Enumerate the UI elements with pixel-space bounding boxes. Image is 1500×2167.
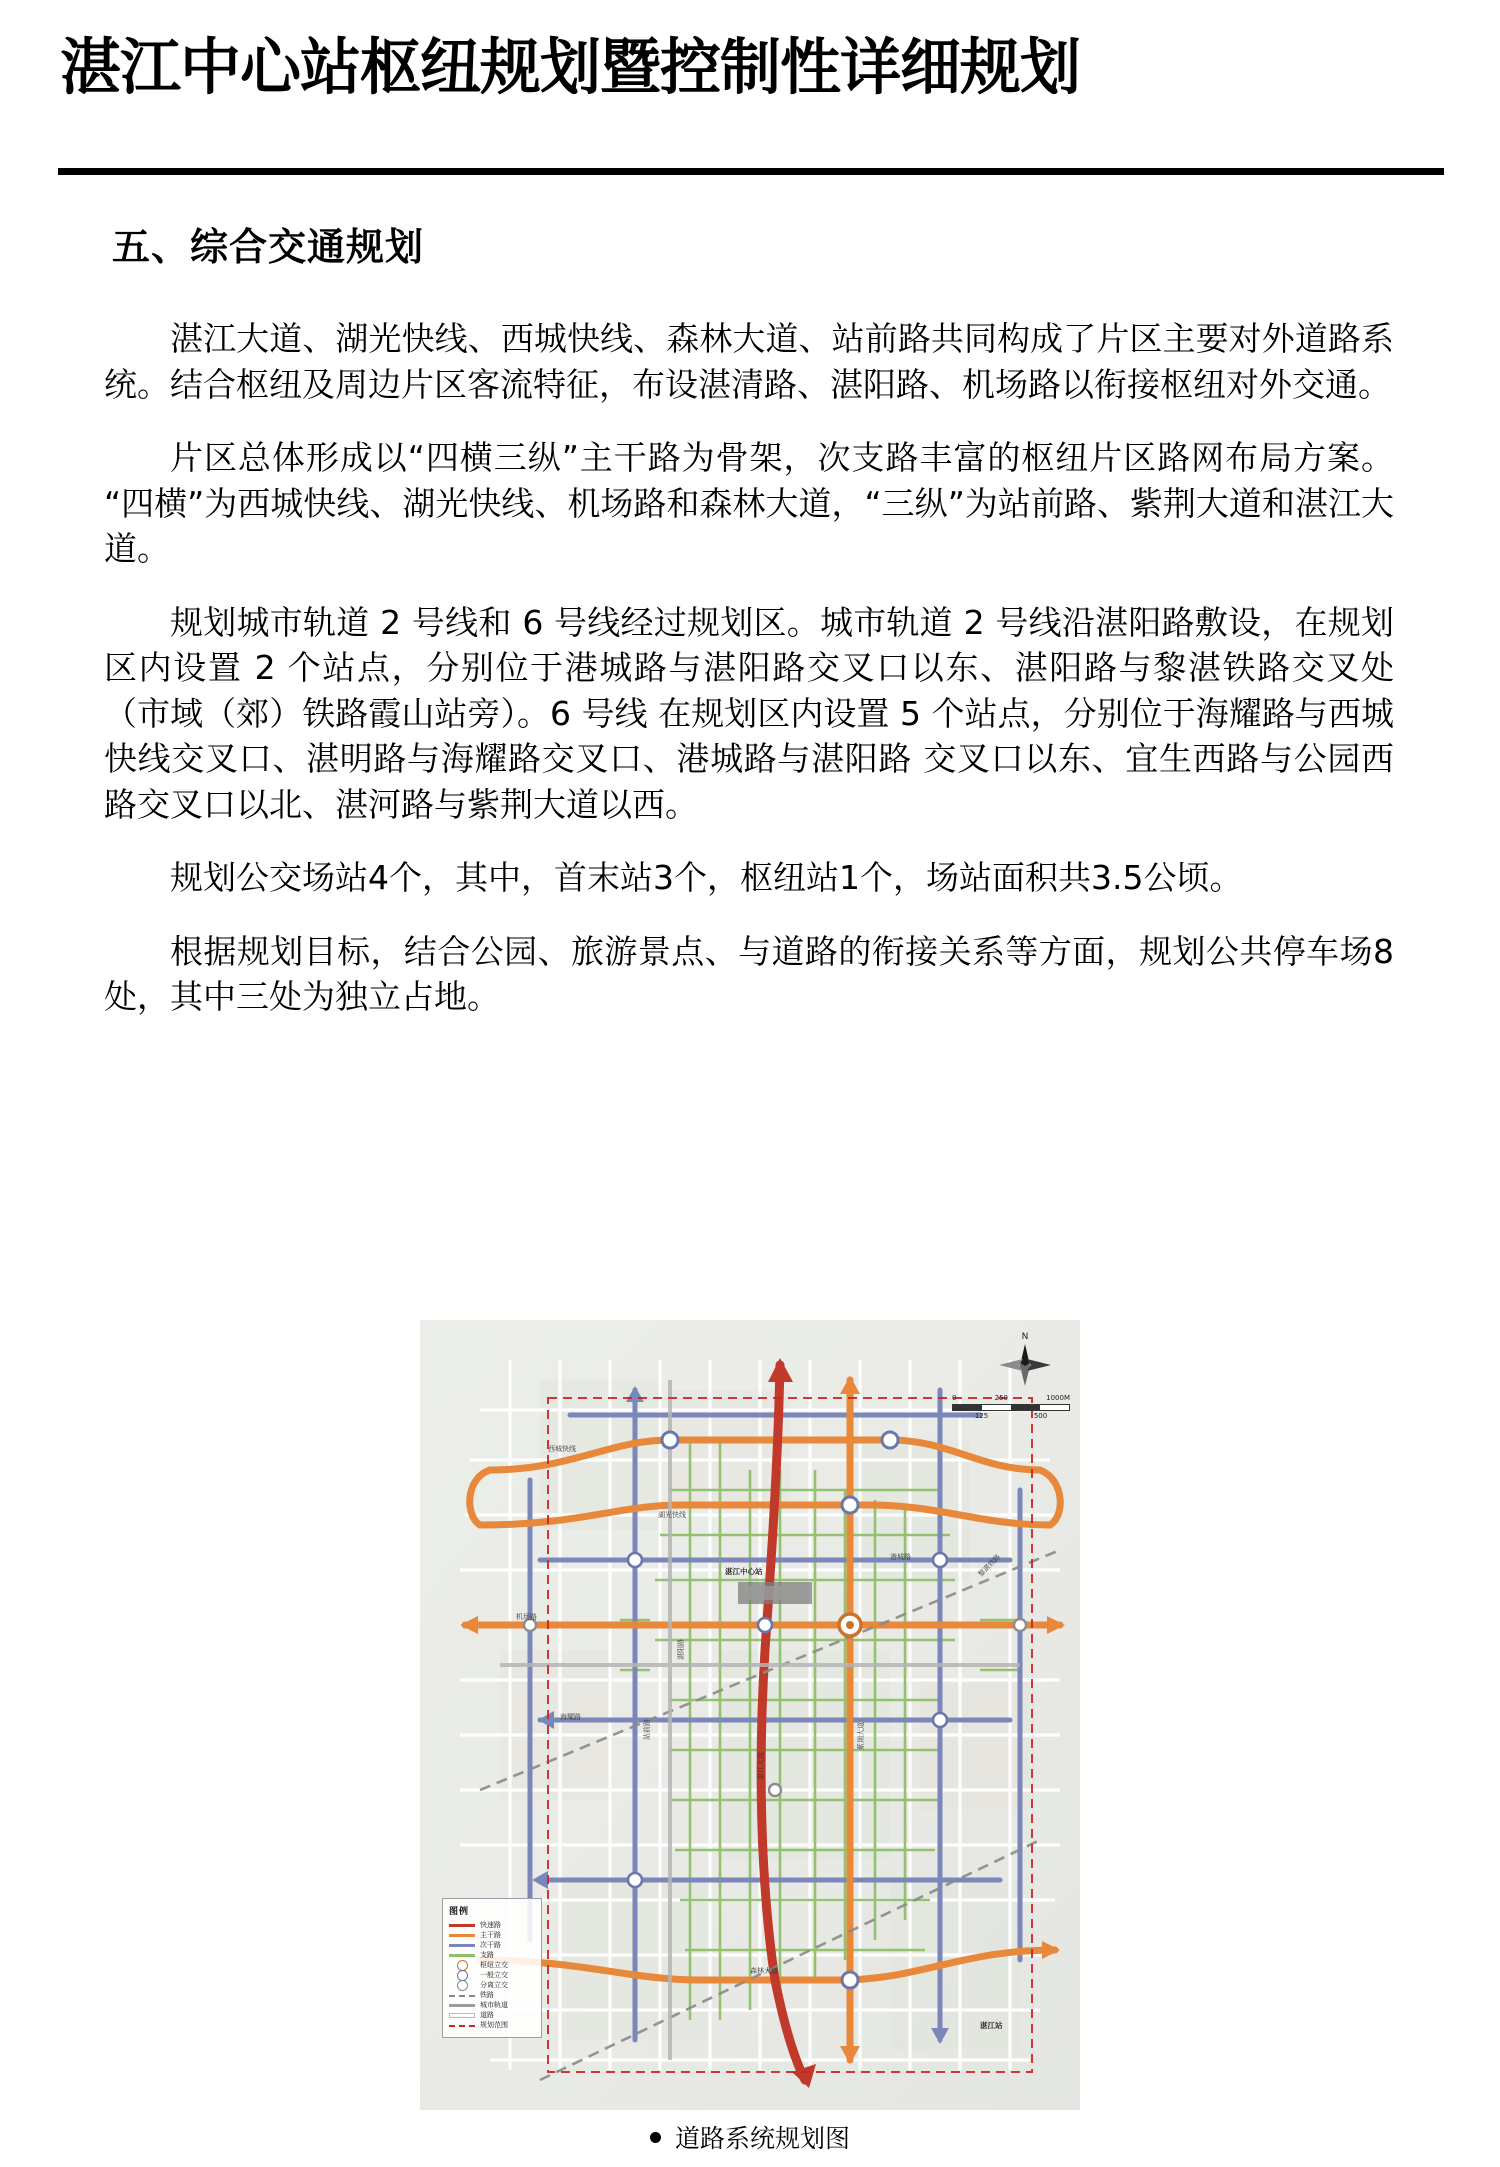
scalebar-bar bbox=[952, 1404, 1070, 1411]
map-label-zhanjiang-central-station: 湛江中心站 bbox=[725, 1567, 763, 1576]
scale-tick-1000: 1000M bbox=[1046, 1394, 1070, 1402]
compass-rose bbox=[988, 1332, 1062, 1392]
body-text bbox=[104, 316, 1394, 1048]
legend-swatch-general-interchange bbox=[449, 1972, 475, 1979]
legend-item bbox=[449, 2011, 536, 2020]
legend-title: 图例 bbox=[449, 1907, 470, 1917]
title-divider bbox=[58, 168, 1444, 175]
legend-swatch-city-rail bbox=[449, 2002, 475, 2009]
legend-label: 铁路 bbox=[480, 1991, 494, 1999]
paragraph-3: 规划城市轨道 2 号线和 6 号线经过规划区。城市轨道 2 号线沿湛阳路敷设，在规划区内设置 2 个站点，分别位于港城路与湛阳路交叉口以东、湛阳路与黎湛铁路交叉处（市域（郊）铁路霞山站旁）。6 号线 在规划区内设置 5 个站点，分别位于海耀路与西城快线交叉口、湛明路与海耀路交叉口、港城路与湛阳路 交叉口以东、宜生西路与公园西路交叉口以北、湛河路与紫荆大道以西。 bbox=[104, 602, 1394, 824]
map-legend bbox=[442, 1898, 542, 2038]
scale-tick-0: 0 bbox=[952, 1394, 957, 1402]
figure-caption-text: 道路系统规划图 bbox=[674, 2124, 850, 2153]
legend-label: 城市轨道 bbox=[480, 2001, 508, 2009]
map-label-zhanqian-road: 站前路 bbox=[643, 1719, 651, 1740]
paragraph-1: 湛江大道、湖光快线、西城快线、森林大道、站前路共同构成了片区主要对外道路系统。结合枢纽及周边片区客流特征，布设湛清路、湛阳路、机场路以衔接枢纽对外交通。 bbox=[104, 319, 1394, 404]
legend-swatch-secondary bbox=[449, 1942, 475, 1949]
legend-item bbox=[449, 1921, 536, 1930]
legend-item bbox=[449, 1961, 536, 1970]
scale-tick-125: 125 bbox=[974, 1412, 989, 1420]
legend-label: 主干路 bbox=[480, 1931, 501, 1939]
paragraph-5: 根据规划目标，结合公园、旅游景点、与道路的衔接关系等方面，规划公共停车场8处，其中三处为独立占地。 bbox=[104, 931, 1394, 1017]
legend-item bbox=[449, 2001, 536, 2010]
legend-swatch-planning-boundary bbox=[449, 2022, 475, 2029]
legend-label: 次干路 bbox=[480, 1941, 501, 1949]
map-label-zhanjiang-station: 湛江站 bbox=[980, 2021, 1003, 2030]
scale-tick-500: 500 bbox=[1033, 1412, 1048, 1420]
legend-swatch-arterial bbox=[449, 1932, 475, 1939]
legend-swatch-railway bbox=[449, 1992, 475, 1999]
map-scalebar bbox=[952, 1394, 1070, 1420]
legend-swatch-hub-interchange bbox=[449, 1962, 475, 1969]
map-label-zijing-avenue: 紫荆大道 bbox=[857, 1722, 865, 1750]
legend-item bbox=[449, 2021, 536, 2030]
figure-caption bbox=[420, 2119, 1080, 2155]
page-title: 湛江中心站枢纽规划暨控制性详细规划 bbox=[60, 32, 1081, 103]
legend-label: 快速路 bbox=[480, 1921, 501, 1929]
legend-item bbox=[449, 1931, 536, 1940]
legend-item bbox=[449, 1941, 536, 1950]
legend-label: 一般立交 bbox=[480, 1971, 508, 1979]
legend-item bbox=[449, 1981, 536, 1990]
map-label-lizhan-railway: 黎湛铁路 bbox=[976, 1552, 1003, 1579]
legend-item bbox=[449, 1991, 536, 2000]
legend-item bbox=[449, 1951, 536, 1960]
legend-item bbox=[449, 1971, 536, 1980]
map-label-huguang-express: 湖光快线 bbox=[658, 1511, 686, 1519]
bullet-icon bbox=[650, 2132, 661, 2143]
map-label-zhanjiang-avenue: 湛江大道 bbox=[757, 1752, 765, 1780]
legend-label: 分离立交 bbox=[480, 1981, 508, 1989]
legend-label: 枢纽立交 bbox=[480, 1961, 508, 1969]
scale-tick-250: 250 bbox=[994, 1394, 1008, 1402]
map-label-senlin-avenue: 森林大道 bbox=[750, 1967, 778, 1975]
paragraph-4: 规划公交场站4个，其中，首末站3个，枢纽站1个，场站面积共3.5公顷。 bbox=[170, 858, 1243, 898]
legend-swatch-road bbox=[449, 2012, 475, 2019]
compass-north-label: N bbox=[1021, 1332, 1029, 1342]
legend-swatch-separated-interchange bbox=[449, 1982, 475, 1989]
legend-swatch-expressway bbox=[449, 1922, 475, 1929]
map-label-xicheng-express: 西城快线 bbox=[548, 1445, 576, 1453]
paragraph-2: 片区总体形成以“四横三纵”主干路为骨架，次支路丰富的枢纽片区路网布局方案。“四横”为西城快线、湖光快线、机场路和森林大道，“三纵”为站前路、紫荆大道和湛江大道。 bbox=[104, 438, 1394, 569]
map-label-gangcheng-road: 港城路 bbox=[890, 1553, 911, 1561]
legend-label: 规划范围 bbox=[480, 2021, 508, 2029]
map-image bbox=[420, 1320, 1080, 2110]
section-heading: 五、综合交通规划 bbox=[112, 225, 425, 269]
map-label-haiyao-road: 海耀路 bbox=[560, 1713, 581, 1721]
compass-icon bbox=[997, 1342, 1053, 1388]
legend-label: 道路 bbox=[480, 2011, 494, 2019]
legend-swatch-branch bbox=[449, 1952, 475, 1959]
legend-label: 支路 bbox=[480, 1951, 494, 1959]
figure-road-system-plan bbox=[420, 1320, 1080, 2155]
map-label-airport-road: 机场路 bbox=[516, 1613, 537, 1621]
map-label-zhanyang-road: 湛阳路 bbox=[677, 1639, 685, 1660]
